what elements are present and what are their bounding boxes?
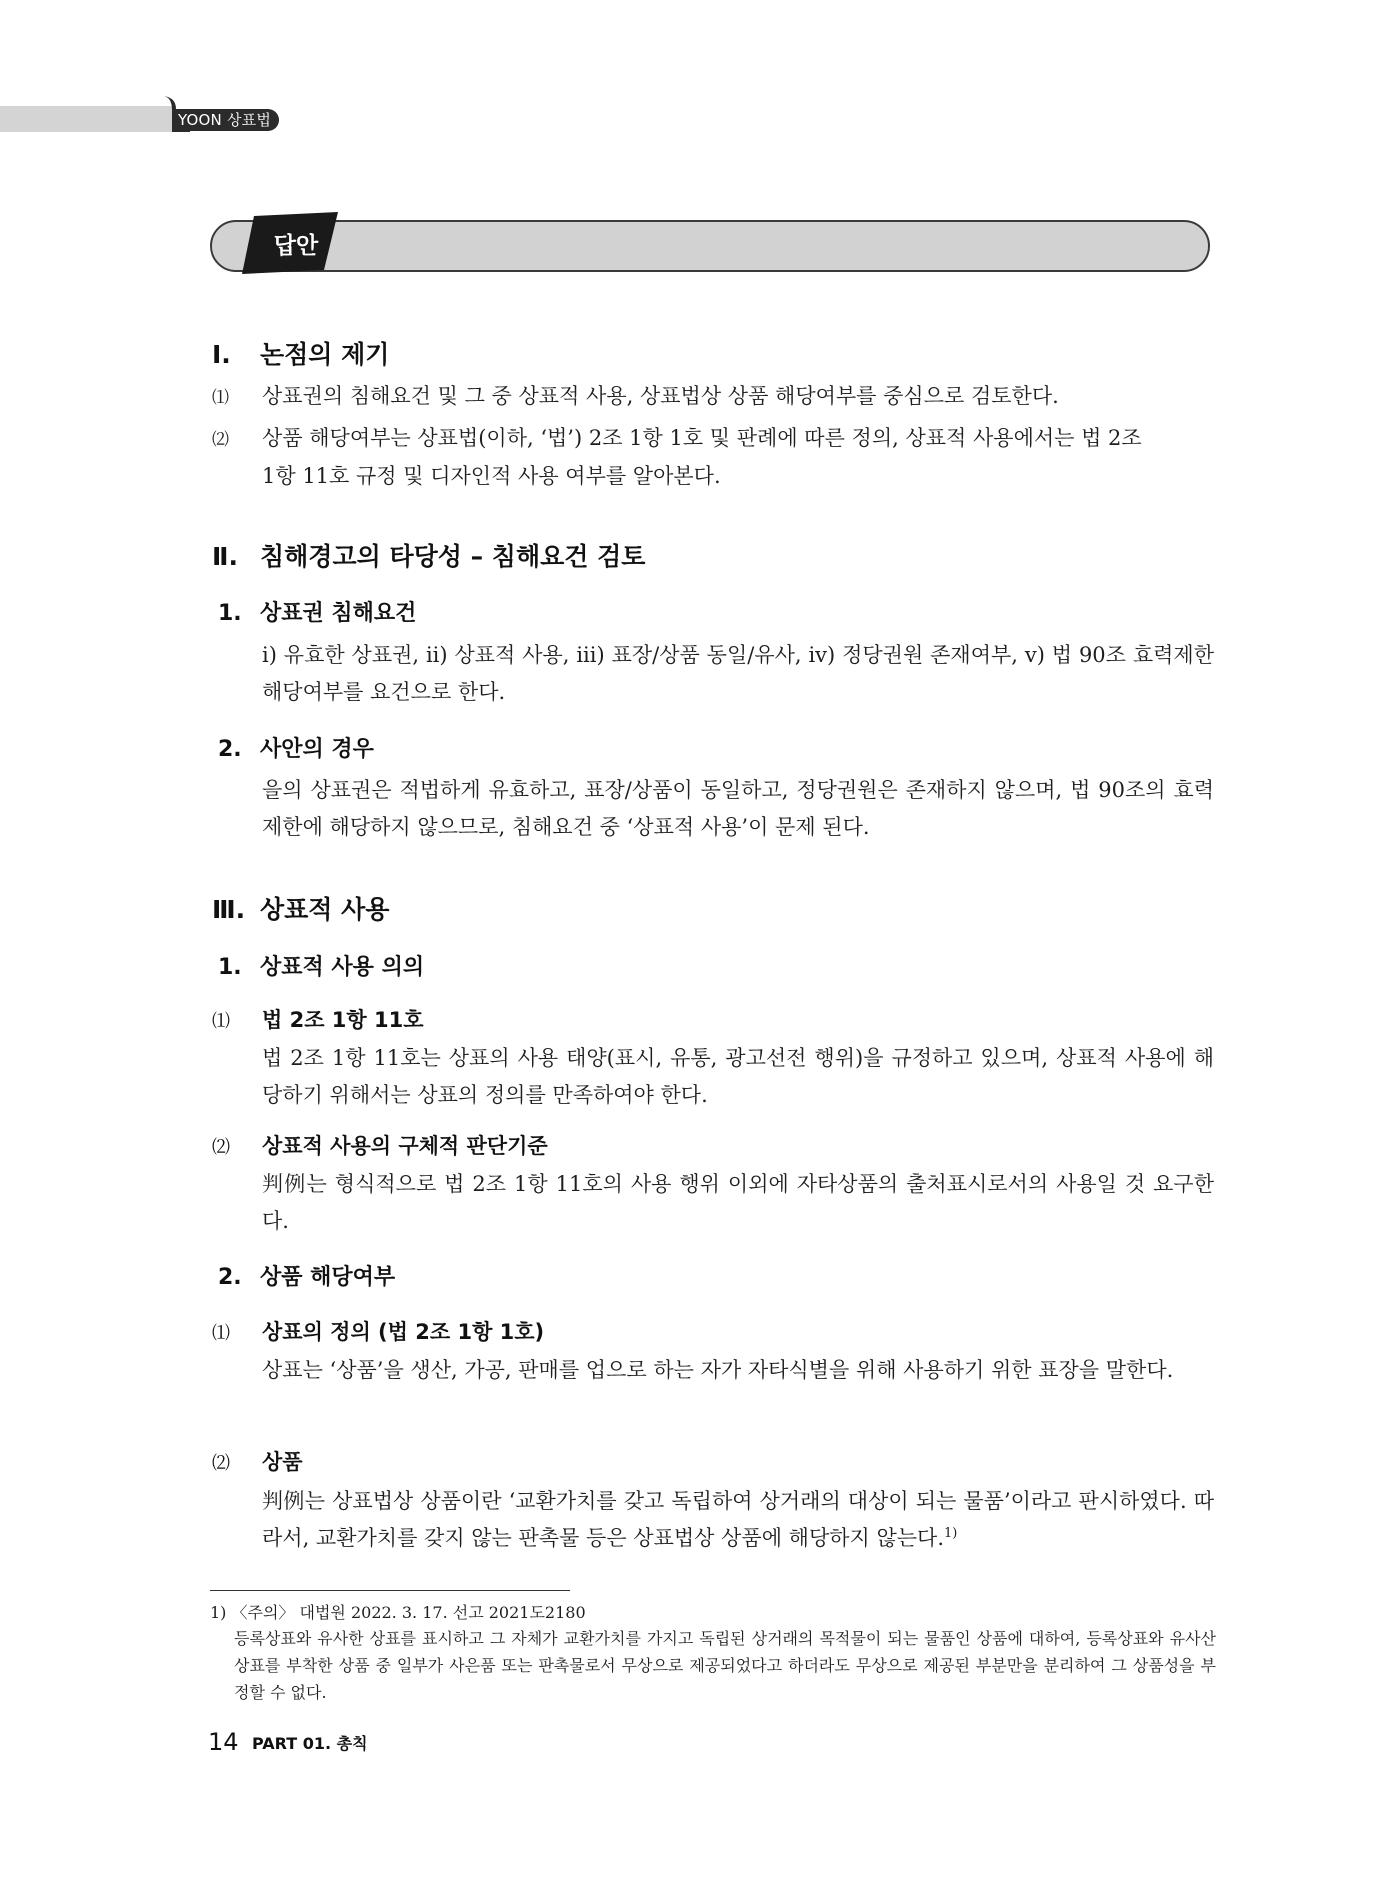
section-3-heading xyxy=(212,893,389,927)
section-3-1-para-2-heading xyxy=(212,1130,548,1164)
section-1-title: 논점의 제기 xyxy=(260,340,390,369)
footnote-text: 등록상표와 유사한 상표를 표시하고 그 자체가 교환가치를 가지고 독립된 상거래의 목적물이 되는 물품인 상품에 대하여, 등록상표와 유사산 상표를 부착한 상품 중 일부가 사은품 또는 판촉물로서 무상으로 제공되었다고 하더라도 무상으로 제공된 부분만을 분리하여 그 상품성을 부정할 수 없다. xyxy=(234,1629,1216,1702)
section-3-1-para-1-text: 법 2조 1항 11호는 상표의 사용 태양(표시, 유통, 광고선전 행위)을 규정하고 있으며, 상표적 사용에 해당하기 위해서는 상표의 정의를 만족하여야 한다. xyxy=(262,1046,1214,1107)
sub-number: 1. xyxy=(218,601,242,626)
page-number: 14 xyxy=(208,1728,239,1756)
section-3-sub-2-heading xyxy=(218,1262,395,1294)
para-number: ⑴ xyxy=(212,1323,230,1344)
section-3-1-para-1-heading xyxy=(212,1004,424,1038)
section-3-title: 상표적 사용 xyxy=(260,895,390,924)
section-2-sub-1-heading xyxy=(218,598,416,630)
footnote-citation: 〈주의〉 대법원 2022. 3. 17. 선고 2021도2180 xyxy=(231,1603,586,1622)
section-3-2-para-2-text xyxy=(262,1483,1214,1557)
section-1-heading xyxy=(212,338,389,372)
para-number: ⑴ xyxy=(212,1011,230,1032)
section-1-item-1 xyxy=(212,378,1212,416)
header-gray-band xyxy=(0,106,172,132)
section-1-item-2-continuation: 1항 11호 규정 및 디자인적 사용 여부를 알아본다. xyxy=(262,464,721,488)
item-text: 상표권의 침해요건 및 그 중 상표적 사용, 상표법상 상품 해당여부를 중심으로 검토한다. xyxy=(262,384,1059,408)
sub-number: 1. xyxy=(218,955,242,980)
section-3-1-para-2-text: 判例는 형식적으로 법 2조 1항 11호의 사용 행위 이외에 자타상품의 출처표시로서의 사용일 것 요구한다. xyxy=(262,1172,1214,1233)
section-3-sub-1-heading xyxy=(218,952,424,984)
footnote-heading xyxy=(210,1600,1210,1626)
sub-title: 상표권 침해요건 xyxy=(260,601,417,626)
para-number: ⑵ xyxy=(212,1137,230,1158)
para-text: 判例는 상표법상 상품이란 ‘교환가치를 갖고 독립하여 상거래의 대상이 되는 물품’이라고 판시하였다. 따라서, 교환가치를 갖지 않는 판촉물 등은 상표법상 상품에 해당하지 않는다. xyxy=(262,1489,1214,1550)
section-1-item-2 xyxy=(212,420,1212,458)
section-2-number: Ⅱ. xyxy=(212,542,238,571)
sub-number: 2. xyxy=(218,1265,242,1290)
sub-title: 상표적 사용 의의 xyxy=(260,955,425,980)
item-number: ⑵ xyxy=(212,430,229,450)
para-title: 상품 xyxy=(262,1450,303,1474)
section-3-number: Ⅲ. xyxy=(212,895,246,924)
section-3-2-para-1-text: 상표는 ‘상품’을 생산, 가공, 판매를 업으로 하는 자가 자타식별을 위해 사용하기 위한 표장을 말한다. xyxy=(262,1358,1174,1382)
answer-banner xyxy=(210,220,1210,272)
section-3-2-para-2-heading xyxy=(212,1446,303,1480)
footnote-divider xyxy=(210,1590,570,1591)
item-number: ⑴ xyxy=(212,388,229,408)
section-1-number: Ⅰ. xyxy=(212,340,231,369)
footnote-marker: 1) xyxy=(210,1603,227,1622)
item-text: 상품 해당여부는 상표법(이하, ‘법’) 2조 1항 1호 및 판례에 따른 정의, 상표적 사용에서는 법 2조 xyxy=(262,426,1142,450)
footnote-reference[interactable]: 1) xyxy=(944,1526,958,1541)
sub-title: 사안의 경우 xyxy=(260,737,374,762)
sub-title: 상품 해당여부 xyxy=(260,1265,396,1290)
sub-number: 2. xyxy=(218,737,242,762)
section-2-sub-2-text: 을의 상표권은 적법하게 유효하고, 표장/상품이 동일하고, 정당권원은 존재하지 않으며, 법 90조의 효력제한에 해당하지 않으므로, 침해요건 중 ‘상표적 사용’이 문제 된다. xyxy=(262,778,1214,839)
part-label: PART 01. 총칙 xyxy=(252,1734,368,1753)
para-title: 상표의 정의 (법 2조 1항 1호) xyxy=(262,1320,545,1344)
section-2-sub-1-text: i) 유효한 상표권, ii) 상표적 사용, iii) 표장/상품 동일/유사, iv) 정당권원 존재여부, v) 법 90조 효력제한 해당여부를 요건으로 한다. xyxy=(262,643,1214,704)
book-title-badge: YOON 상표법 xyxy=(172,109,279,131)
section-2-sub-2-heading xyxy=(218,734,374,766)
para-number: ⑵ xyxy=(212,1453,230,1474)
section-3-2-para-1-heading xyxy=(212,1316,544,1350)
section-2-title: 침해경고의 타당성 – 침해요건 검토 xyxy=(260,542,646,571)
para-title: 법 2조 1항 11호 xyxy=(262,1008,424,1032)
para-title: 상표적 사용의 구체적 판단기준 xyxy=(262,1134,548,1158)
answer-label: 답안 xyxy=(273,233,319,259)
section-2-heading xyxy=(212,540,645,574)
